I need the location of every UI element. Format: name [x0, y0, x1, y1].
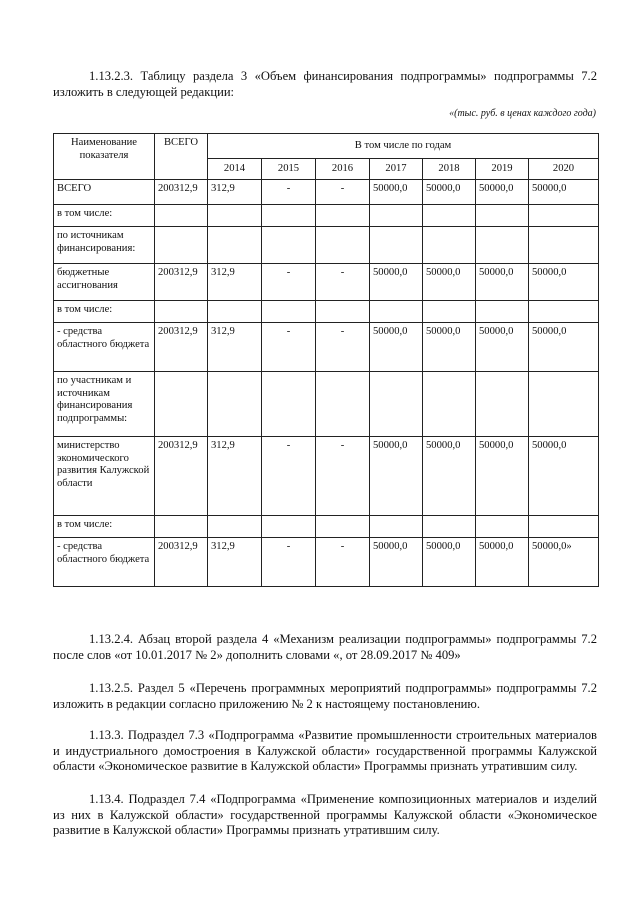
cell-value: 50000,0 — [423, 264, 476, 301]
cell-value: - — [316, 323, 370, 372]
row-name: бюджетные ассигнования — [54, 264, 155, 301]
cell-value — [370, 205, 423, 227]
cell-value — [423, 301, 476, 323]
paragraph-1-13-2-4: 1.13.2.4. Абзац второй раздела 4 «Механизм реализации подпрограммы» подпрограммы 7.2 после слов «от 10.01.2017 № 2» дополнить словами «, от 28.09.2017 № 409» — [53, 632, 597, 662]
cell-value: - — [262, 538, 316, 587]
cell-value — [423, 516, 476, 538]
table-row — [54, 516, 599, 538]
cell-value — [476, 301, 529, 323]
cell-value — [316, 205, 370, 227]
row-total — [155, 301, 208, 323]
cell-value: 50000,0 — [370, 538, 423, 587]
cell-value — [476, 205, 529, 227]
cell-value: 50000,0 — [370, 180, 423, 205]
cell-value: 50000,0 — [476, 264, 529, 301]
cell-value — [529, 516, 599, 538]
row-name: - средства областного бюджета — [54, 538, 155, 587]
year-header: 2018 — [423, 159, 476, 180]
cell-value — [370, 372, 423, 437]
cell-value — [370, 516, 423, 538]
cell-value — [208, 372, 262, 437]
cell-value: 50000,0 — [423, 538, 476, 587]
year-header: 2017 — [370, 159, 423, 180]
row-name: по источникам финансирования: — [54, 227, 155, 264]
row-name: министерство экономического развития Калужской области — [54, 437, 155, 516]
year-header: 2020 — [529, 159, 599, 180]
cell-value: 312,9 — [208, 323, 262, 372]
cell-value — [316, 516, 370, 538]
cell-value: 312,9 — [208, 180, 262, 205]
cell-value — [476, 372, 529, 437]
cell-value: 312,9 — [208, 264, 262, 301]
cell-value: - — [262, 180, 316, 205]
cell-value — [476, 227, 529, 264]
paragraph-1-13-3: 1.13.3. Подраздел 7.3 «Подпрограмма «Развитие промышленности строительных материалов и индустриального домостроения в Калужской области» государственной программы Калужской области «Экономическое развитие в Калужской области» Программы признать утратившим силу. — [53, 728, 597, 773]
cell-value: 50000,0 — [529, 323, 599, 372]
cell-value: - — [316, 264, 370, 301]
cell-value: 50000,0 — [423, 323, 476, 372]
cell-value — [316, 301, 370, 323]
cell-value: 50000,0 — [529, 180, 599, 205]
cell-value — [529, 301, 599, 323]
table-row — [54, 538, 599, 587]
cell-value: - — [262, 437, 316, 516]
table-row — [54, 301, 599, 323]
cell-value: - — [262, 264, 316, 301]
paragraph-1-13-4: 1.13.4. Подраздел 7.4 «Подпрограмма «Применение композиционных материалов и изделий из них в Калужской области» государственной программы Калужской области «Экономическое развитие в Калужской области» Программы признать утратившим силу. — [53, 792, 597, 837]
year-header: 2019 — [476, 159, 529, 180]
row-total: 200312,9 — [155, 538, 208, 587]
cell-value — [262, 516, 316, 538]
cell-value: 312,9 — [208, 437, 262, 516]
row-name: в том числе: — [54, 205, 155, 227]
year-header: 2014 — [208, 159, 262, 180]
row-total — [155, 205, 208, 227]
cell-value — [208, 516, 262, 538]
cell-value — [529, 227, 599, 264]
cell-value: 50000,0 — [370, 264, 423, 301]
cell-value — [476, 516, 529, 538]
cell-value: 50000,0 — [529, 264, 599, 301]
cell-value — [208, 301, 262, 323]
cell-value — [316, 372, 370, 437]
row-total: 200312,9 — [155, 437, 208, 516]
cell-value — [423, 372, 476, 437]
row-total — [155, 516, 208, 538]
cell-value — [529, 372, 599, 437]
cell-value — [370, 301, 423, 323]
cell-value — [529, 205, 599, 227]
row-name: в том числе: — [54, 516, 155, 538]
row-name: в том числе: — [54, 301, 155, 323]
paragraph-1-13-2-5: 1.13.2.5. Раздел 5 «Перечень программных мероприятий подпрограммы» подпрограммы 7.2 изложить в редакции согласно приложению № 2 к настоящему постановлению. — [53, 681, 597, 711]
cell-value — [423, 205, 476, 227]
header-name: Наименование показателя — [54, 134, 155, 180]
row-total: 200312,9 — [155, 264, 208, 301]
row-total — [155, 372, 208, 437]
cell-value: 50000,0 — [423, 437, 476, 516]
cell-value: 50000,0 — [370, 323, 423, 372]
row-total: 200312,9 — [155, 323, 208, 372]
header-total: ВСЕГО — [155, 134, 208, 180]
row-total — [155, 227, 208, 264]
table-row — [54, 372, 599, 437]
table-row — [54, 264, 599, 301]
cell-value: 312,9 — [208, 538, 262, 587]
cell-value: - — [316, 538, 370, 587]
cell-value: - — [316, 437, 370, 516]
cell-value — [208, 205, 262, 227]
cell-value — [370, 227, 423, 264]
financing-table — [53, 133, 599, 587]
table-row — [54, 180, 599, 205]
cell-value: 50000,0 — [476, 180, 529, 205]
table-header-row — [54, 134, 599, 159]
table-row — [54, 323, 599, 372]
cell-value: - — [262, 323, 316, 372]
row-name: - средства областного бюджета — [54, 323, 155, 372]
cell-value: - — [316, 180, 370, 205]
cell-value — [262, 227, 316, 264]
row-total: 200312,9 — [155, 180, 208, 205]
row-name: ВСЕГО — [54, 180, 155, 205]
intro-paragraph: 1.13.2.3. Таблицу раздела 3 «Объем финансирования подпрограммы» подпрограммы 7.2 изложить в следующей редакции: — [53, 69, 597, 99]
cell-value: 50000,0» — [529, 538, 599, 587]
cell-value — [262, 205, 316, 227]
year-header: 2015 — [262, 159, 316, 180]
unit-note: «(тыс. руб. в ценах каждого года) — [449, 108, 596, 119]
cell-value: 50000,0 — [476, 538, 529, 587]
cell-value: 50000,0 — [476, 323, 529, 372]
cell-value — [423, 227, 476, 264]
cell-value — [262, 372, 316, 437]
year-header: 2016 — [316, 159, 370, 180]
cell-value: 50000,0 — [370, 437, 423, 516]
cell-value: 50000,0 — [423, 180, 476, 205]
header-years-group: В том числе по годам — [208, 134, 599, 159]
cell-value — [208, 227, 262, 264]
table-row — [54, 227, 599, 264]
table-row — [54, 437, 599, 516]
cell-value: 50000,0 — [476, 437, 529, 516]
table-row — [54, 205, 599, 227]
cell-value: 50000,0 — [529, 437, 599, 516]
cell-value — [316, 227, 370, 264]
cell-value — [262, 301, 316, 323]
row-name: по участникам и источникам финансирования подпрограммы: — [54, 372, 155, 437]
